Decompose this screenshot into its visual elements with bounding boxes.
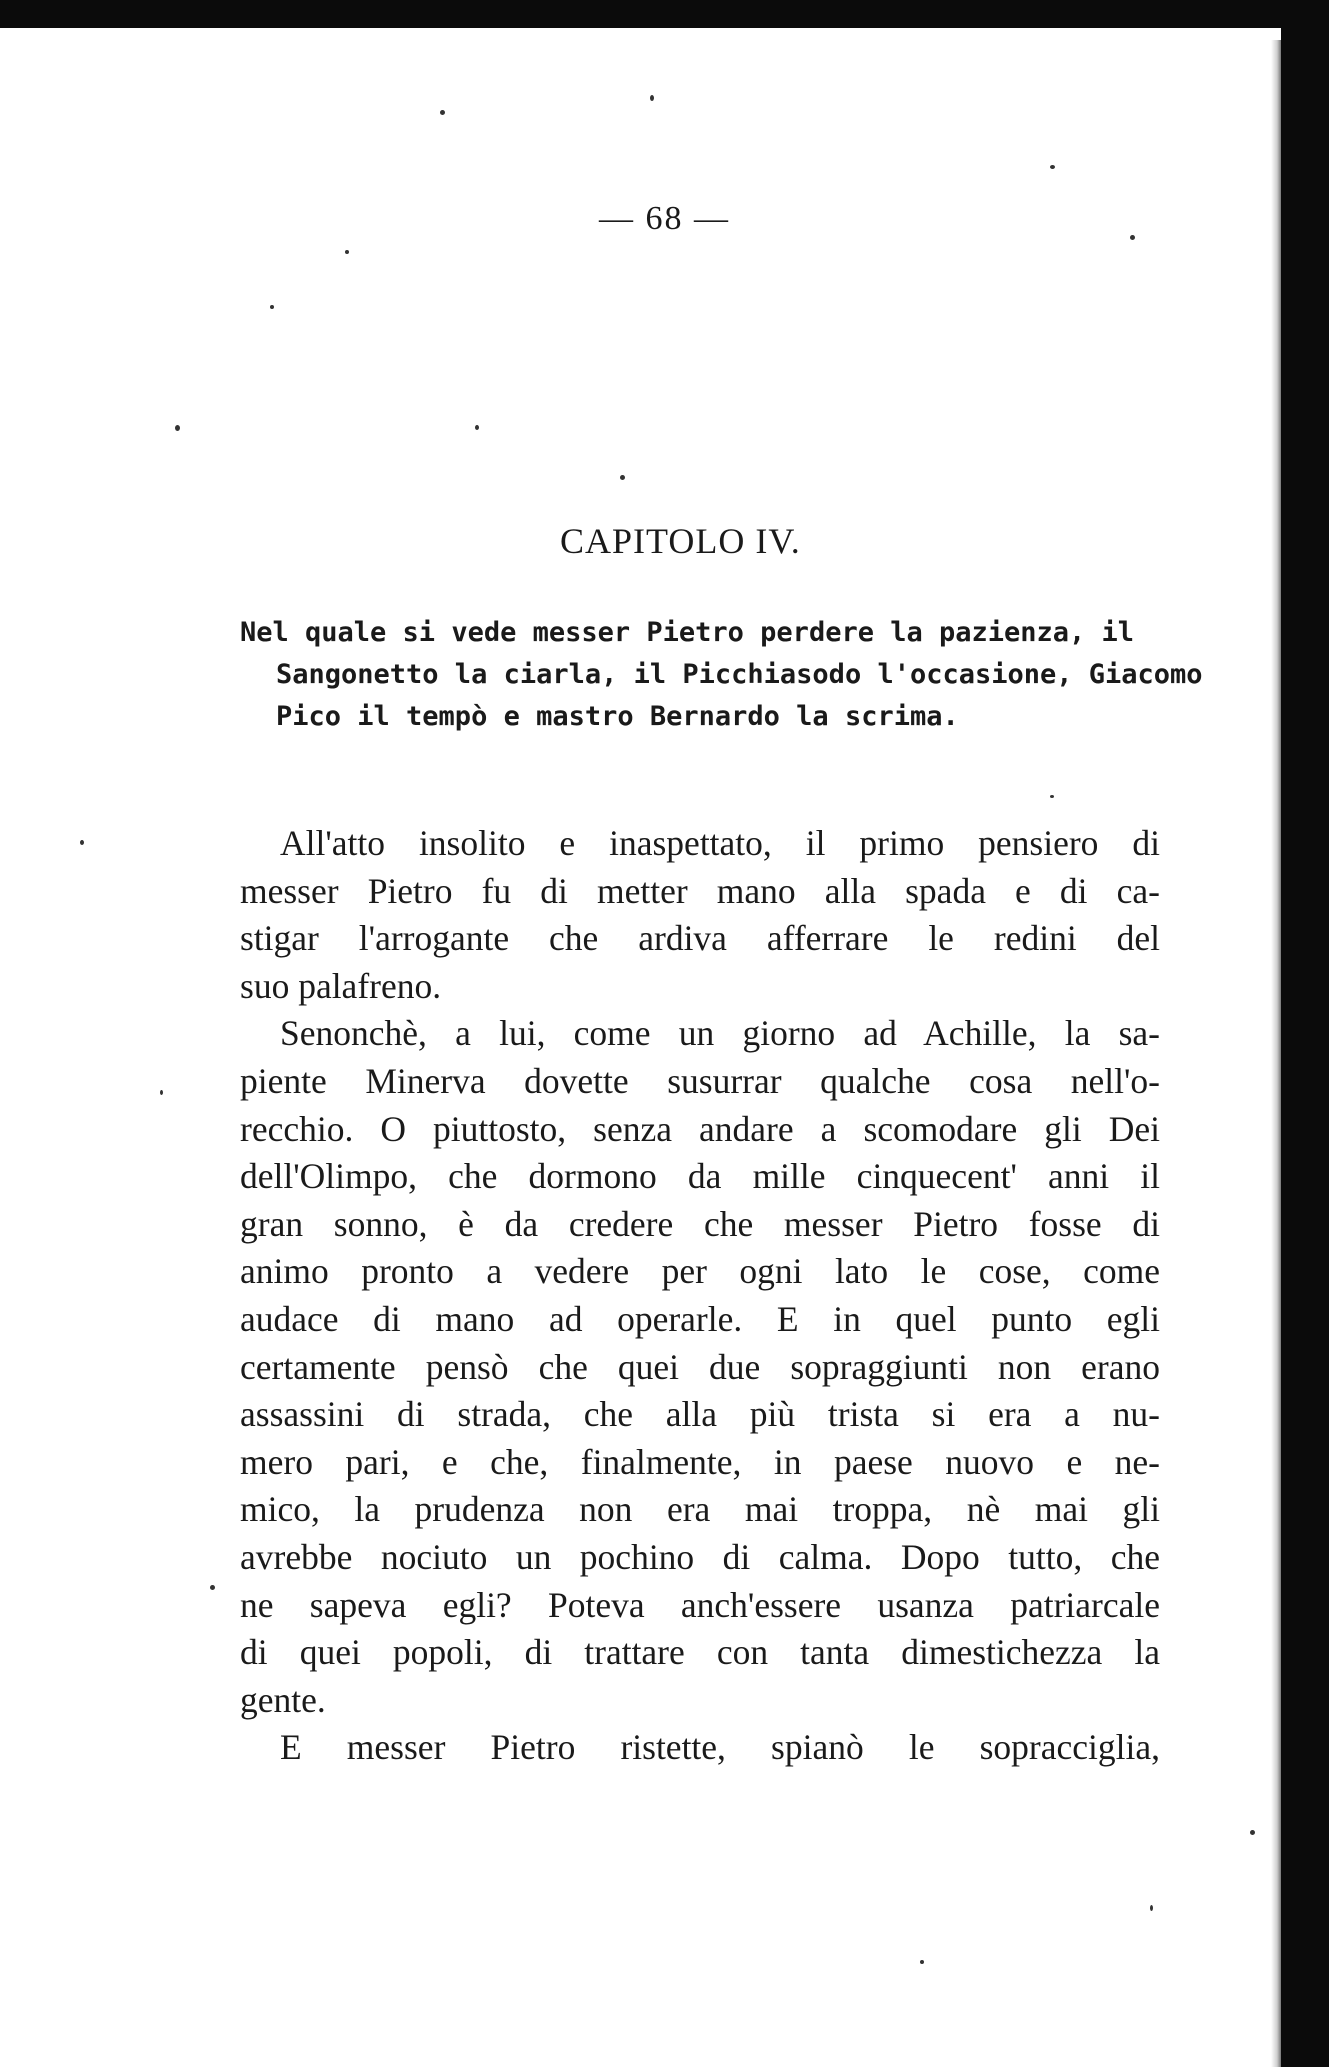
summary-line: Pico il tempò e mastro Bernardo la scrima. xyxy=(276,701,959,732)
body-line: mico, la prudenza non era mai troppa, nè mai gli xyxy=(240,1489,1160,1530)
body-line: All'atto insolito e inaspettato, il primo pensiero di xyxy=(280,823,1160,863)
page-number: — 68 — xyxy=(599,200,730,237)
scan-top-edge xyxy=(0,0,1329,28)
body-line: gran sonno, è da credere che messer Pietro fosse di xyxy=(240,1203,1160,1244)
body-line: piente Minerva dovette susurrar qualche cosa nell'o- xyxy=(240,1060,1160,1101)
body-line: E messer Pietro ristette, spianò le sopracciglia, xyxy=(280,1727,1160,1768)
body-line: di quei popoli, di trattare con tanta dimestichezza la xyxy=(240,1632,1160,1673)
body-line: avrebbe nociuto un pochino di calma. Dopo tutto, che xyxy=(240,1536,1160,1577)
body-line: Senonchè, a lui, come un giorno ad Achille, la sa- xyxy=(280,1013,1160,1054)
summary-line: Nel quale si vede messer Pietro perdere la pazienza, il xyxy=(240,617,1135,648)
chapter-summary xyxy=(240,612,1203,738)
body-line: recchio. O piuttosto, senza andare a scomodare gli Dei xyxy=(240,1108,1160,1149)
scan-binding-shadow xyxy=(1271,40,1281,2067)
body-line: audace di mano ad operarle. E in quel punto egli xyxy=(240,1298,1160,1339)
body-line: mero pari, e che, finalmente, in paese nuovo e ne- xyxy=(240,1441,1160,1482)
scan-right-edge xyxy=(1281,28,1329,2067)
body-line: assassini di strada, che alla più trista si era a nu- xyxy=(240,1394,1160,1435)
body-text xyxy=(240,820,1160,1772)
body-line: suo palafreno. xyxy=(240,965,442,1006)
body-line: gente. xyxy=(240,1679,326,1720)
chapter-title: CAPITOLO IV. xyxy=(560,521,801,561)
body-line: dell'Olimpo, che dormono da mille cinquecent' anni il xyxy=(240,1156,1160,1197)
summary-line: Sangonetto la ciarla, il Picchiasodo l'occasione, Giacomo xyxy=(276,659,1203,690)
body-line: ne sapeva egli? Poteva anch'essere usanza patriarcale xyxy=(240,1584,1160,1625)
body-line: certamente pensò che quei due sopraggiunti non erano xyxy=(240,1346,1160,1387)
body-line: stigar l'arrogante che ardiva afferrare le redini del xyxy=(240,918,1160,959)
body-line: messer Pietro fu di metter mano alla spada e di ca- xyxy=(240,870,1160,911)
body-line: animo pronto a vedere per ogni lato le cose, come xyxy=(240,1251,1160,1292)
